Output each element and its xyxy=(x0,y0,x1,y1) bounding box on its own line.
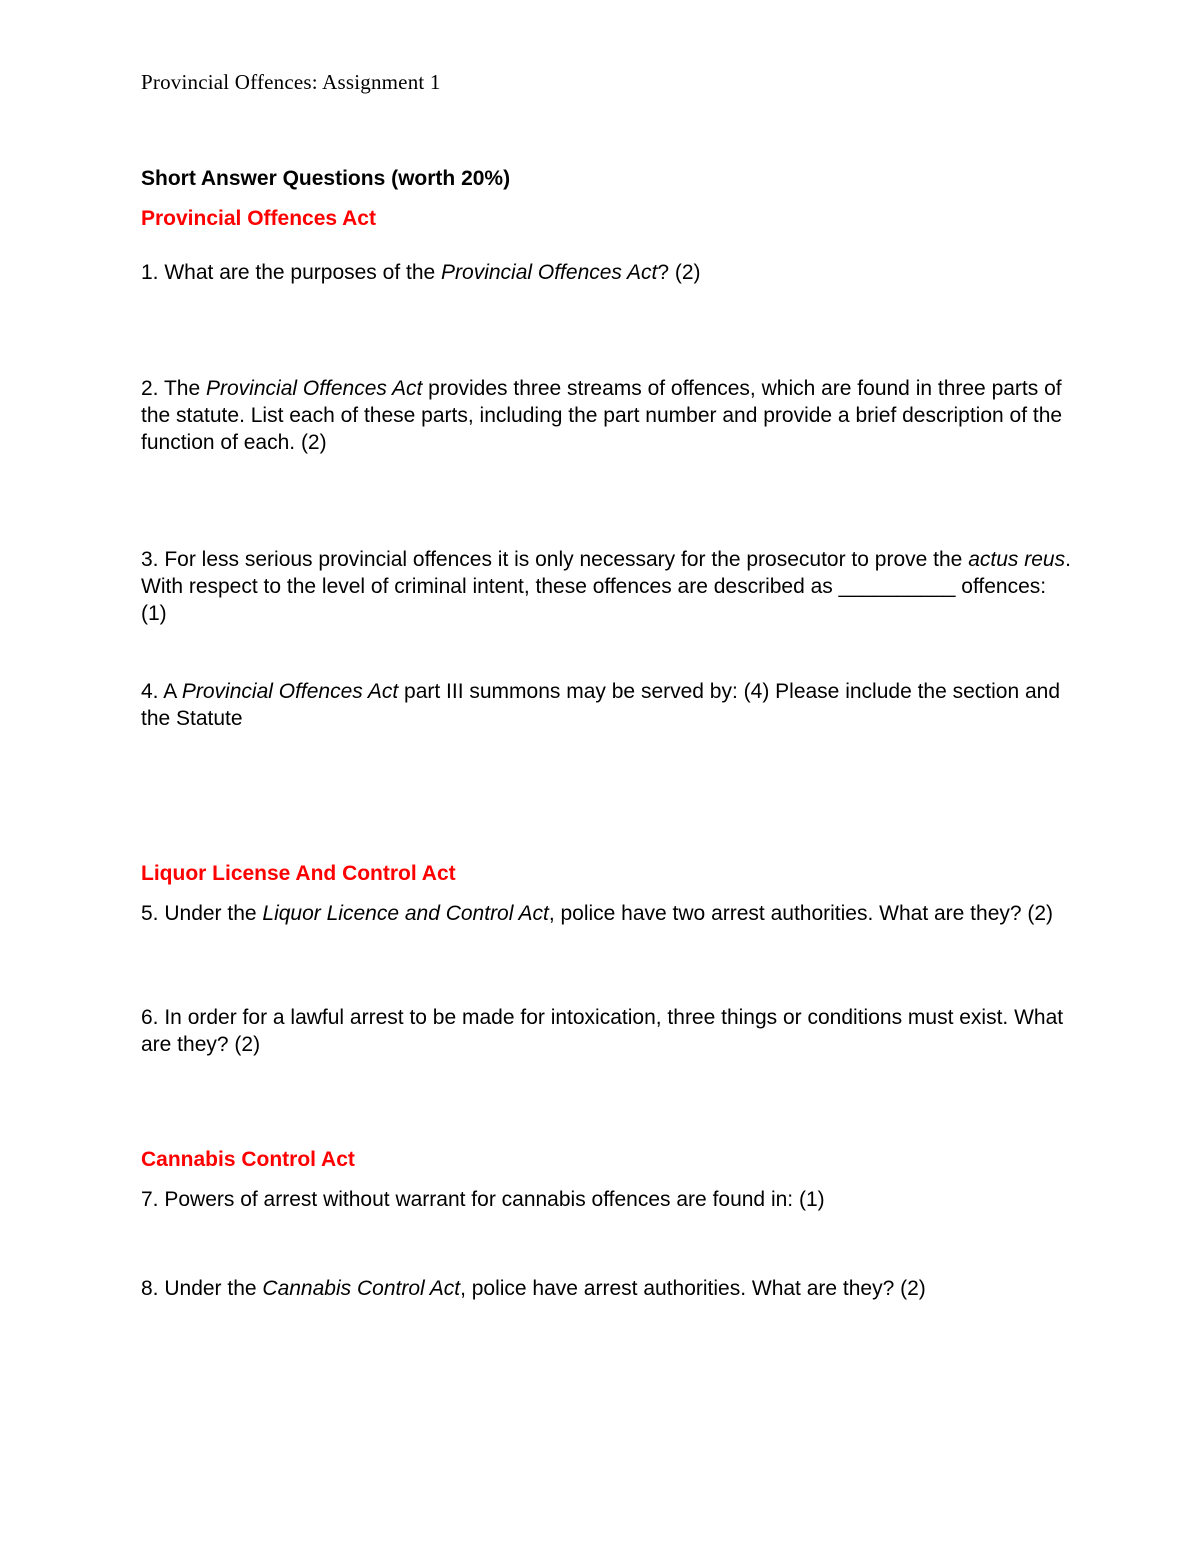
question-3 xyxy=(141,546,1071,627)
question-3-text-c: . With respect to the level of criminal intent, these offences are described as __________ offences: (1) xyxy=(141,548,1071,625)
question-2-text-a: 2. The xyxy=(141,377,206,400)
question-4 xyxy=(141,678,1071,732)
question-4-text-c: part III summons may be served by: (4) Please include the section and the Statute xyxy=(141,680,1061,730)
question-7 xyxy=(141,1186,1071,1213)
section-title: Short Answer Questions (worth 20%) xyxy=(141,167,511,190)
question-4-text-a: 4. A xyxy=(141,680,182,703)
question-1-text-c: ? (2) xyxy=(657,261,701,284)
question-2-text-c: provides three streams of offences, which are found in three parts of the statute. List each of these parts, including the part number and provide a brief description of the function of each. (2) xyxy=(141,377,1063,454)
question-1-text-b: Provincial Offences Act xyxy=(441,261,658,284)
question-3-text-b: actus reus xyxy=(968,548,1066,571)
question-4-text-b: Provincial Offences Act xyxy=(181,680,399,703)
question-8 xyxy=(141,1275,1071,1302)
question-2-text-b: Provincial Offences Act xyxy=(206,377,423,400)
question-7-text: 7. Powers of arrest without warrant for cannabis offences are found in: (1) xyxy=(141,1188,825,1211)
heading-liquor-license-and-control-act: Liquor License And Control Act xyxy=(141,862,456,885)
question-5 xyxy=(141,900,1071,927)
question-1-text-a: 1. What are the purposes of the xyxy=(141,261,442,284)
question-6-text: 6. In order for a lawful arrest to be made for intoxication, three things or conditions must exist. What are they? (2) xyxy=(141,1006,1064,1056)
question-8-text-a: 8. Under the xyxy=(141,1277,263,1300)
question-3-text-a: 3. For less serious provincial offences it is only necessary for the prosecutor to prove the xyxy=(141,548,969,571)
question-5-text-a: 5. Under the xyxy=(141,902,263,925)
question-6 xyxy=(141,1004,1071,1058)
question-8-text-c: , police have arrest authorities. What are they? (2) xyxy=(460,1277,926,1300)
question-8-text-b: Cannabis Control Act xyxy=(262,1277,461,1300)
question-1 xyxy=(141,259,1071,286)
heading-cannabis-control-act: Cannabis Control Act xyxy=(141,1148,355,1171)
heading-provincial-offences-act: Provincial Offences Act xyxy=(141,207,376,230)
question-2 xyxy=(141,375,1071,456)
question-5-text-c: , police have two arrest authorities. What are they? (2) xyxy=(548,902,1054,925)
page-header: Provincial Offences: Assignment 1 xyxy=(141,70,441,94)
question-5-text-b: Liquor Licence and Control Act xyxy=(262,902,549,925)
